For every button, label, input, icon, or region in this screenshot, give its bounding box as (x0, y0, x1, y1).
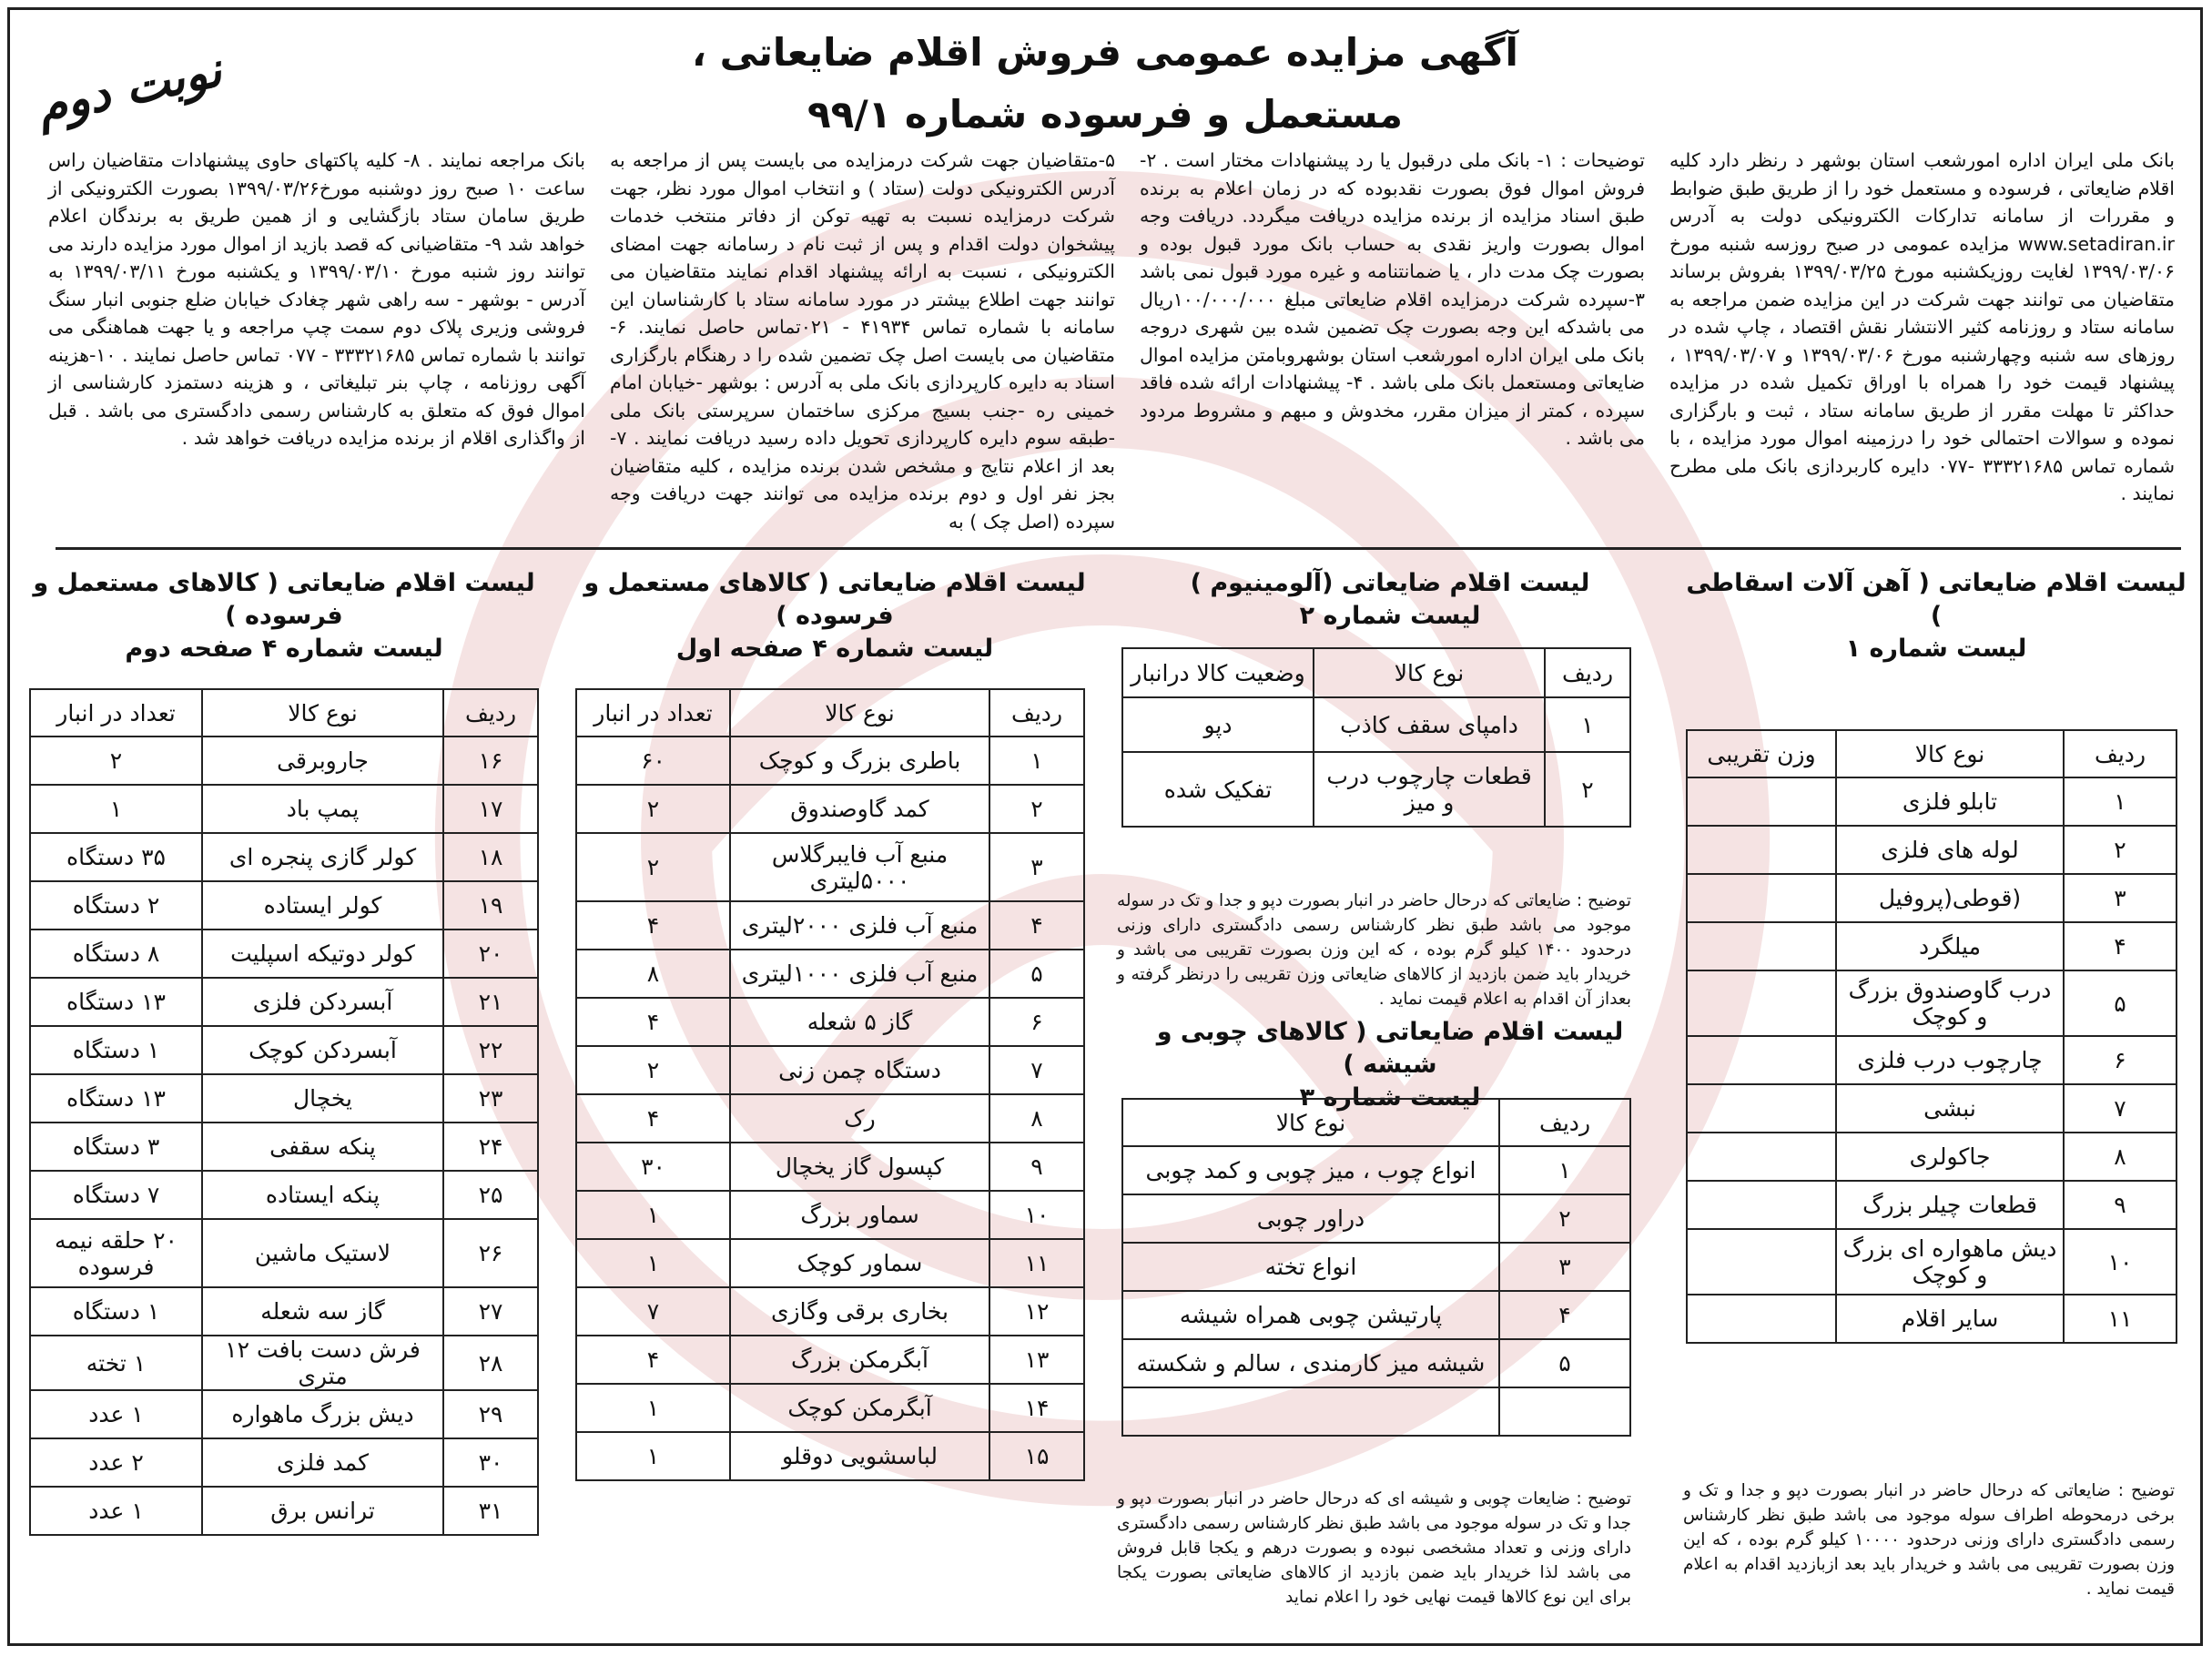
column-text: بانک ملی ایران اداره امورشعب استان بوشهر د رنظر دارد کلیه اقلام ضایعاتی ، فرسوده و مستعمل خود را از طریق طبق ضوابط و مقررات از سامانه تدارکات الکترونیکی دولت به آدرس www.setadiran.ir مزایده عمومی در صبح روزسه شنبه مورخ ۱۳۹۹/۰۳/۰۶ لغایت روزیکشنبه مورخ ۱۳۹۹/۰۳/۲۵ بفروش برساند متقاضیان می توانند جهت شرکت در این مزایده ضمن مراجعه به سامانه ستاد و روزنامه کثیر الانتشار نقش اقتصاد ، چاپ شده در روزهای سه شنبه وچهارشنبه مورخ ۱۳۹۹/۰۳/۰۶ و ۱۳۹۹/۰۳/۰۷ ، پیشنهاد قیمت خود را همراه با اوراق تکمیل شده در مزایده حداکثر تا مهلت مقرر از طریق سامانه ستاد ، ثبت و بارگزاری نموده و سوالات احتمالی خود را درزمینه اموال مورد مزایده ، با شماره تماس ۳۳۳۲۱۶۸۵ -۰۷۷ دایره کاربردازی بانک ملی مطرح نمایند . (1669, 149, 2176, 504)
table-row (1687, 1036, 2176, 1084)
table-cell: تابلو فلزی (1836, 777, 2064, 826)
table-row (30, 833, 538, 881)
table-cell: ۴ (576, 1336, 730, 1384)
second-issue-stamp: نوبت دوم (32, 42, 227, 136)
table-cell: میلگرد (1836, 922, 2064, 970)
table-cell: ۲۰ حلقه نیمه فرسوده (30, 1219, 202, 1287)
table-cell: ۳ (2064, 874, 2176, 922)
table-cell: ۳۰ (443, 1438, 538, 1487)
table-cell: ۱ تخته (30, 1336, 202, 1390)
table-cell: ۴ (576, 901, 730, 950)
table-cell (1687, 826, 1836, 874)
table-cell: سماور بزرگ (730, 1191, 989, 1239)
table-cell: ۴ (1499, 1291, 1630, 1339)
table-cell: آبسردکن فلزی (202, 978, 443, 1026)
table-cell: منبع آب فلزی ۱۰۰۰لیتری (730, 950, 989, 998)
list2-note: توضیح : ضایعاتی که درحال حاضر در انبار بصورت دپو و جدا و تک در سوله موجود می باشد طبق نظر کارشناس رسمی دادگستری دارای وزنی درحدود ۱۴۰۰ کیلو گرم بوده ، که این وزن بصورت تقریبی می باشد و خریدار باید ضمن بازدید از کالاهای ضایعاتی وزن تقریبی را درنظر گرفته و بعداز آن اقدام به اعلام قیمت نماید . (1117, 891, 1631, 1009)
table-cell: شیشه میز کارمندی ، سالم و شکسته (1122, 1339, 1499, 1387)
table-cell: ۸ دستگاه (30, 930, 202, 978)
table-row (1687, 1181, 2176, 1229)
table-cell (1687, 1084, 1836, 1133)
column-header: وضعیت کالا درانبار (1122, 648, 1314, 697)
table-cell: دپو (1122, 697, 1314, 752)
table-cell: ۵ (2064, 970, 2176, 1036)
table-cell: ۸ (989, 1094, 1084, 1143)
list2-table (1121, 647, 1631, 828)
table-cell: ۱ (2064, 777, 2176, 826)
column-header: نوع کالا (1122, 1099, 1499, 1146)
table-cell: ۴ (576, 998, 730, 1046)
table-cell: ۳۵ دستگاه (30, 833, 202, 881)
table-cell (1687, 1036, 1836, 1084)
table-cell: دیش ماهواره ای بزرگ و کوچک (1836, 1229, 2064, 1295)
column-header: تعداد در انبار (30, 689, 202, 737)
table-cell: ۱ (576, 1191, 730, 1239)
table-cell: لاستیک ماشین (202, 1219, 443, 1287)
table-cell: ۲ (1499, 1194, 1630, 1243)
table-row (1687, 1229, 2176, 1295)
table-cell: ۹ (2064, 1181, 2176, 1229)
table-cell: ۲ (30, 737, 202, 785)
table-row (30, 1171, 538, 1219)
text-column-1 (1669, 147, 2175, 508)
table-row (576, 1046, 1084, 1094)
list4b-title-block (15, 567, 553, 665)
table-cell: ۷ (989, 1046, 1084, 1094)
table-cell: آبگرمکن بزرگ (730, 1336, 989, 1384)
table-cell (1687, 1181, 1836, 1229)
table-cell: قطعات چارچوب درب و میز (1314, 752, 1545, 827)
table-cell: ۱ (576, 1384, 730, 1432)
table-row (30, 785, 538, 833)
table-cell: ۹ (989, 1143, 1084, 1191)
table-row (576, 1191, 1084, 1239)
table-row (1122, 1146, 1630, 1194)
table-row (576, 1239, 1084, 1287)
list1-subtitle: لیست شماره ۱ (1845, 635, 2027, 663)
table-cell: پنکه سقفی (202, 1123, 443, 1171)
table-cell: آبگرمکن کوچک (730, 1384, 989, 1432)
table-cell: ۱ (1545, 697, 1630, 752)
table-cell: کولر گازی پنجره ای (202, 833, 443, 881)
table-row (576, 1432, 1084, 1480)
table-cell: کمد گاوصندوق (730, 785, 989, 833)
list4a-subtitle: لیست شماره ۴ صفحه اول (675, 635, 994, 663)
table-cell (1687, 777, 1836, 826)
divider-line (56, 547, 2181, 550)
table-row (30, 1336, 538, 1390)
table-cell: ۲ (576, 785, 730, 833)
table-cell: پنکه ایستاده (202, 1171, 443, 1219)
table-cell: لوله های فلزی (1836, 826, 2064, 874)
list3-title: لیست اقلام ضایعاتی ( کالاهای چوبی و شیشه ) (1156, 1018, 1624, 1079)
table-cell: ۳۱ (443, 1487, 538, 1535)
table-cell (1122, 1387, 1499, 1436)
list4b-title: لیست اقلام ضایعاتی ( کالاهای مستعمل و فرسوده ) (33, 569, 535, 630)
table-row (30, 1219, 538, 1287)
table-cell: ۲۴ (443, 1123, 538, 1171)
table-row (1687, 826, 2176, 874)
table-row (1122, 1194, 1630, 1243)
column-header: تعداد در انبار (576, 689, 730, 737)
column-header: ردیف (443, 689, 538, 737)
table-cell: ۱ (1499, 1146, 1630, 1194)
table-row (1122, 752, 1630, 827)
table-row (30, 737, 538, 785)
table-cell: کولر ایستاده (202, 881, 443, 930)
column-header: ردیف (1545, 648, 1630, 697)
table-cell: درب گاوصندوق بزرگ و کوچک (1836, 970, 2064, 1036)
column-text: توضیحات : ۱- بانک ملی درقبول یا رد پیشنهادات مختار است . ۲- فروش اموال فوق بصورت نقدبوده که در زمان اعلام به برنده طبق اسناد مزایده از برنده مزایده دریافت میگردد. دریافت وجه اموال بصورت واریز نقدی به حساب بانک مورد قبول بوده و بصورت چک مدت دار ، یا ضمانتنامه و غیره مورد قبول نمی باشد ۳-سپرده شرکت درمزایده اقلام ضایعاتی مبلغ ۱۰۰/۰۰۰/۰۰۰ریال می باشدکه این وجه بصورت چک تضمین شده بین شهری دروجه بانک ملی ایران اداره امورشعب استان بوشهروبامتن مزایده اموال ضایعاتی ومستعمل بانک ملی باشد . ۴- پیشنهادات ارائه شده فاقد سپرده ، کمتر از میزان مقرر، مخدوش و مبهم و مشروط مردود می باشد . (1140, 149, 1645, 449)
list1-table (1686, 729, 2177, 1344)
table-cell: ۲۲ (443, 1026, 538, 1074)
table-row (30, 930, 538, 978)
table-cell: دیش بزرگ ماهواره (202, 1390, 443, 1438)
table-cell (1687, 874, 1836, 922)
table-cell: ۲۰ (443, 930, 538, 978)
table-cell: کمد فلزی (202, 1438, 443, 1487)
table-row (30, 1390, 538, 1438)
table-cell: ۱ (576, 1432, 730, 1480)
table-cell: ۱ دستگاه (30, 1287, 202, 1336)
table-cell: ۲ (989, 785, 1084, 833)
table-cell: ۴ (576, 1094, 730, 1143)
table-row (30, 1123, 538, 1171)
table-cell: دراور چوبی (1122, 1194, 1499, 1243)
table-cell: ۲ (576, 833, 730, 901)
table-cell: منبع آب فلزی ۲۰۰۰لیتری (730, 901, 989, 950)
list4a-title: لیست اقلام ضایعاتی ( کالاهای مستعمل و فرسوده ) (583, 569, 1086, 630)
table-row (30, 1026, 538, 1074)
table-cell: ۲ (1545, 752, 1630, 827)
table-cell: چارچوب درب فلزی (1836, 1036, 2064, 1084)
column-header: وزن تقریبی (1687, 730, 1836, 777)
table-cell: ۱۲ (989, 1287, 1084, 1336)
table-cell: ۲۹ (443, 1390, 538, 1438)
title-line-2: مستعمل و فرسوده شماره ۹۹/۱ (807, 92, 1403, 137)
table-cell (1687, 922, 1836, 970)
table-cell: ۸ (2064, 1133, 2176, 1181)
table-cell: ۳۰ (576, 1143, 730, 1191)
table-cell (1687, 1133, 1836, 1181)
table-row (576, 1287, 1084, 1336)
table-row (576, 901, 1084, 950)
table-cell: یخچال (202, 1074, 443, 1123)
list2-title-block (1117, 567, 1663, 633)
table-row-empty (1122, 1387, 1630, 1436)
table-cell: سایر اقلام (1836, 1295, 2064, 1343)
table-cell: باطری بزرگ و کوچک (730, 737, 989, 785)
table-row (30, 978, 538, 1026)
list1-title-block (1681, 567, 2191, 665)
table-cell: کپسول گاز یخچال (730, 1143, 989, 1191)
table-cell: ۱۳ دستگاه (30, 1074, 202, 1123)
table-cell: منبع آب فایبرگلاس ۵۰۰۰لیتری (730, 833, 989, 901)
table-cell: ۱۰ (989, 1191, 1084, 1239)
table-cell: ۱۰ (2064, 1229, 2176, 1295)
table-cell: ۷ دستگاه (30, 1171, 202, 1219)
table-cell: ۲۶ (443, 1219, 538, 1287)
table-cell: ۱۵ (989, 1432, 1084, 1480)
column-header: ردیف (2064, 730, 2176, 777)
list3-note: توضیح : ضایعات چوبی و شیشه ای که درحال حاضر در انبار بصورت دپو و جدا و تک در سوله موجود می باشد طبق نظر کارشناس رسمی دادگستری دارای وزنی و تعداد مشخصی نبوده و بصورت درهم و یکجا قابل فروش می باشد لذا خریدار باید ضمن بازدید از کالاهای ضایعاتی بصورت یکجا برای این نوع کالاها قیمت نهایی خود را اعلام نماید (1117, 1489, 1631, 1607)
table-cell: ۱ عدد (30, 1390, 202, 1438)
table-cell: ۲۳ (443, 1074, 538, 1123)
text-column-3 (610, 147, 1115, 535)
table-row (1687, 1084, 2176, 1133)
table-cell: کولر دوتیکه اسپلیت (202, 930, 443, 978)
table-cell (1499, 1387, 1630, 1436)
table-cell: ۸ (576, 950, 730, 998)
table-row (576, 833, 1084, 901)
table-cell: ۲ (576, 1046, 730, 1094)
table-cell: ترانس برق (202, 1487, 443, 1535)
table-row (1687, 922, 2176, 970)
table-row (1122, 697, 1630, 752)
table-row (1687, 970, 2176, 1036)
list4b-subtitle: لیست شماره ۴ صفحه دوم (125, 635, 443, 663)
table-cell: ۱۳ (989, 1336, 1084, 1384)
table-cell: ۱۳ دستگاه (30, 978, 202, 1026)
list2-title: لیست اقلام ضایعاتی (آلومینیوم ) (1190, 569, 1590, 597)
table-cell: تفکیک شده (1122, 752, 1314, 827)
table-cell: ۶ (2064, 1036, 2176, 1084)
table-row (1687, 777, 2176, 826)
table-cell: گاز ۵ شعله (730, 998, 989, 1046)
table-cell: ۱ دستگاه (30, 1026, 202, 1074)
list3-subtitle: لیست شماره ۳ (1299, 1083, 1481, 1112)
table-cell: ۱ (30, 785, 202, 833)
list2-subtitle: لیست شماره ۲ (1299, 602, 1481, 630)
text-column-2 (1140, 147, 1645, 452)
table-cell (1687, 1295, 1836, 1343)
table-cell: سماور کوچک (730, 1239, 989, 1287)
column-text: ۵-متقاضیان جهت شرکت درمزایده می بایست پس از مراجعه به آدرس الکترونیکی دولت (ستاد ) و انتخاب اموال مورد نظر، جهت شرکت درمزایده نسبت به تهیه توکن از دفاتر منتخب خدمات پیشخوان دولت اقدام و پس از ثبت نام د رسامانه جهت امضای الکترونیکی ، نسبت به ارائه پیشنهاد اقدام نمایند متقاضیان می توانند جهت اطلاع بیشتر در مورد سامانه ستاد با کارشناسان این سامانه با شماره تماس ۴۱۹۳۴ - ۰۲۱تماس حاصل نمایند. ۶- متقاضیان می بایست اصل چک تضمین شده را د رهنگام بارگزاری اسناد به دایره کارپردازی بانک ملی به آدرس : بوشهر -خیابان امام خمینی ره -جنب بسیج مرکزی ساختمان سرپرستی بانک ملی -طبقه سوم دایره کارپردازی تحویل داده رسید دریافت نمایند . ۷- بعد از اعلام نتایج و مشخص شدن برنده مزایده ، کلیه متقاضیان بجز نفر اول و دوم برنده مزایده می توانند جهت دریافت وجه سپرده (اصل چک ) به (610, 149, 1116, 533)
table-row (30, 1287, 538, 1336)
table-cell: ۲ (2064, 826, 2176, 874)
list1-title: لیست اقلام ضایعاتی ( آهن آلات اسقاطی ) (1686, 569, 2187, 630)
table-cell: قطعات چیلر بزرگ (1836, 1181, 2064, 1229)
table-cell: رک (730, 1094, 989, 1143)
table-cell: ۵ (1499, 1339, 1630, 1387)
table-row (576, 1143, 1084, 1191)
list4a-title-block (566, 567, 1103, 665)
table-cell: ۲ دستگاه (30, 881, 202, 930)
column-text: بانک مراجعه نمایند . ۸- کلیه پاکتهای حاوی پیشنهادات متقاضیان راس ساعت ۱۰ صبح روز دوشنبه مورخ۱۳۹۹/۰۳/۲۶ بصورت الکترونیکی از طریق سامان ستاد بازگشایی و از همین طریق به برندگان اعلام خواهد شد ۹- متقاضیانی که قصد بازید از اموال مورد مزایده دارند می توانند روز شنبه مورخ ۱۳۹۹/۰۳/۱۰ و یکشنبه مورخ ۱۳۹۹/۰۳/۱۱ به آدرس - بوشهر - سه راهی شهر چغادک خیابان ضلع جنوبی انبار سنگ فروشی وزیری پلاک دوم سمت چپ مراجعه و یا جهت هماهنگی می توانند با شماره تماس ۳۳۳۲۱۶۸۵ - ۰۷۷ تماس حاصل نمایند . ۱۰-هزینه آگهی روزنامه ، چاپ بنر تبلیغاتی ، و هزینه دستمزد کارشناسی از اموال فوق که متعلق به کارشناس رسمی دادگستری می باشد . قبل از واگذاری اقلام از برنده مزایده دریافت خواهد شد . (48, 149, 585, 449)
table-cell: ۱ (576, 1239, 730, 1287)
table-row (30, 1438, 538, 1487)
table-cell: ۷ (576, 1287, 730, 1336)
table-row (576, 950, 1084, 998)
table-row (576, 1384, 1084, 1432)
table-cell: ۱۱ (989, 1239, 1084, 1287)
table-cell: ۴ (989, 901, 1084, 950)
table-cell: ۳ (989, 833, 1084, 901)
table-cell: جاروبرقی (202, 737, 443, 785)
table-cell: نبشی (1836, 1084, 2064, 1133)
table-cell: گاز سه شعله (202, 1287, 443, 1336)
table-cell: ۲ عدد (30, 1438, 202, 1487)
table-row (30, 881, 538, 930)
table-cell: دستگاه چمن زنی (730, 1046, 989, 1094)
table-cell: آبسردکن کوچک (202, 1026, 443, 1074)
table-row (1687, 1133, 2176, 1181)
list1-note: توضیح : ضایعاتی که درحال حاضر در انبار بصورت دپو و جدا و تک و برخی درمحوطه اطراف سوله موجود می باشد طبق نظر کارشناس رسمی دادگستری دارای وزنی درحدود ۱۰۰۰۰ کیلو گرم بوده ، که این وزن بصورت تقریبی می باشد و خریدار باید بعد ازبازدید اقدام به اعلام قیمت نماید . (1683, 1481, 2175, 1599)
table-row (576, 785, 1084, 833)
table-cell: ۲۷ (443, 1287, 538, 1336)
table-row (1687, 1295, 2176, 1343)
table-row (1687, 874, 2176, 922)
table-row (576, 737, 1084, 785)
column-header: ردیف (1499, 1099, 1630, 1146)
table-cell: ۱۶ (443, 737, 538, 785)
table-cell: دامپای سقف کاذب (1314, 697, 1545, 752)
column-header: نوع کالا (1836, 730, 2064, 777)
table-cell: ۷ (2064, 1084, 2176, 1133)
advertisement-page (7, 7, 2203, 1646)
table-row (1122, 1291, 1630, 1339)
table-cell (1687, 1229, 1836, 1295)
table-cell: ۱۸ (443, 833, 538, 881)
table-cell: ۶ (989, 998, 1084, 1046)
table-cell: انواع تخته (1122, 1243, 1499, 1291)
table-cell: ۲۱ (443, 978, 538, 1026)
table-cell: انواع چوب ، میز چوبی و کمد چوبی (1122, 1146, 1499, 1194)
table-cell: ۳ (1499, 1243, 1630, 1291)
table-cell: (قوطی(پروفیل (1836, 874, 2064, 922)
table-cell: لباسشویی دوقلو (730, 1432, 989, 1480)
table-row (576, 1336, 1084, 1384)
table-cell: ۴ (2064, 922, 2176, 970)
table-cell: بخاری برقی وگازی (730, 1287, 989, 1336)
list3-table (1121, 1098, 1631, 1437)
table-cell: ۱ عدد (30, 1487, 202, 1535)
table-cell: ۵ (989, 950, 1084, 998)
table-row (30, 1487, 538, 1535)
table-cell: جاکولری (1836, 1133, 2064, 1181)
table-cell: پارتیشن چوبی همراه شیشه (1122, 1291, 1499, 1339)
column-header: نوع کالا (1314, 648, 1545, 697)
table-cell: فرش دست بافت ۱۲ متری (202, 1336, 443, 1390)
column-header: نوع کالا (730, 689, 989, 737)
table-row (30, 1074, 538, 1123)
title-line-1: آگهی مزایده عمومی فروش اقلام ضایعاتی ، (692, 30, 1518, 75)
table-row (1122, 1243, 1630, 1291)
table-cell: ۶۰ (576, 737, 730, 785)
table-cell (1687, 970, 1836, 1036)
table-cell: ۲۵ (443, 1171, 538, 1219)
table-cell: ۱ (989, 737, 1084, 785)
table-cell: ۲۸ (443, 1336, 538, 1390)
table-cell: ۱۷ (443, 785, 538, 833)
table-cell: پمپ باد (202, 785, 443, 833)
column-header: نوع کالا (202, 689, 443, 737)
table-row (576, 998, 1084, 1046)
table-row (576, 1094, 1084, 1143)
column-header: ردیف (989, 689, 1084, 737)
table-cell: ۱۱ (2064, 1295, 2176, 1343)
table-cell: ۱۹ (443, 881, 538, 930)
text-column-4 (48, 147, 585, 452)
list4b-table (29, 688, 539, 1536)
table-cell: ۳ دستگاه (30, 1123, 202, 1171)
list4a-table (575, 688, 1085, 1481)
table-cell: ۱۴ (989, 1384, 1084, 1432)
table-row (1122, 1339, 1630, 1387)
